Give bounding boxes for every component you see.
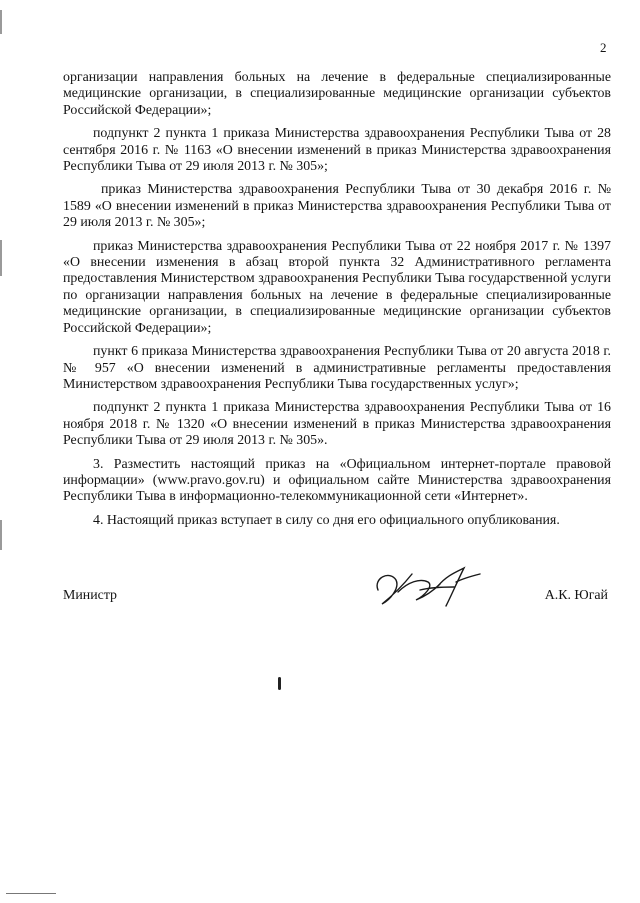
paragraph-order-1163: подпункт 2 пункта 1 приказа Министерства здравоохранения Республики Тыва от 28 сентября 2016 г. № 1163 «О внесении изменений в приказ Министерства здравоохранения Республики Тыва от 29 июля 2013 г. № 305»; <box>63 126 611 175</box>
scan-ink-mark <box>278 677 281 690</box>
paragraph-item-4-effective-date: 4. Настоящий приказ вступает в силу со дня его официального опубликования. <box>93 512 560 528</box>
paragraph-order-1589: приказ Министерства здравоохранения Республики Тыва от 30 декабря 2016 г. № 1589 «О внесении изменений в приказ Министерства здравоохранения Республики Тыва от 29 июля 2013 г. № 305»; <box>63 182 611 231</box>
signer-position: Министр <box>63 588 118 603</box>
scan-edge-mark <box>0 520 2 550</box>
paragraph-order-1397: приказ Министерства здравоохранения Республики Тыва от 22 ноября 2017 г. № 1397 «О внесении изменения в абзац второй пункта 32 Административного регламента предоставления Министерством здравоохранения Республики Тыва государственной услуги по организации направления больных на лечение в федеральные специализированные медицинские организации, в специализированные медицинские организации субъектов Российской Федерации»; <box>63 238 611 336</box>
scan-edge-mark <box>0 240 2 276</box>
paragraph-order-957: пункт 6 приказа Министерства здравоохранения Республики Тыва от 20 августа 2018 г. № 957 «О внесении изменений в административные регламенты предоставления Министерством здравоохранения Республики Тыва государственных услуг»; <box>63 344 611 392</box>
paragraph-continuation: организации направления больных на лечение в федеральные специализированные медицинские организации, в специализированные медицинские организации субъектов Российской Федерации»; <box>63 70 611 118</box>
page-number: 2 <box>600 40 607 55</box>
document-body <box>63 70 611 529</box>
scan-bottom-line <box>6 893 56 894</box>
handwritten-signature <box>368 560 488 610</box>
scan-edge-mark <box>0 10 2 34</box>
paragraph-order-1320: подпункт 2 пункта 1 приказа Министерства здравоохранения Республики Тыва от 16 ноября 2018 г. № 1320 «О внесении изменений в приказ Министерства здравоохранения Республики Тыва от 29 июля 2013 г. № 305». <box>63 400 611 449</box>
signature-block <box>63 588 611 608</box>
signer-name: А.К. Югай <box>544 588 608 603</box>
paragraph-item-3-publication: 3. Разместить настоящий приказ на «Официальном интернет-портале правовой информации» (www.pravo.gov.ru) и официальном сайте Министерства здравоохранения Республики Тыва в информационно-телекоммуникационной сети «Интернет». <box>63 456 611 505</box>
